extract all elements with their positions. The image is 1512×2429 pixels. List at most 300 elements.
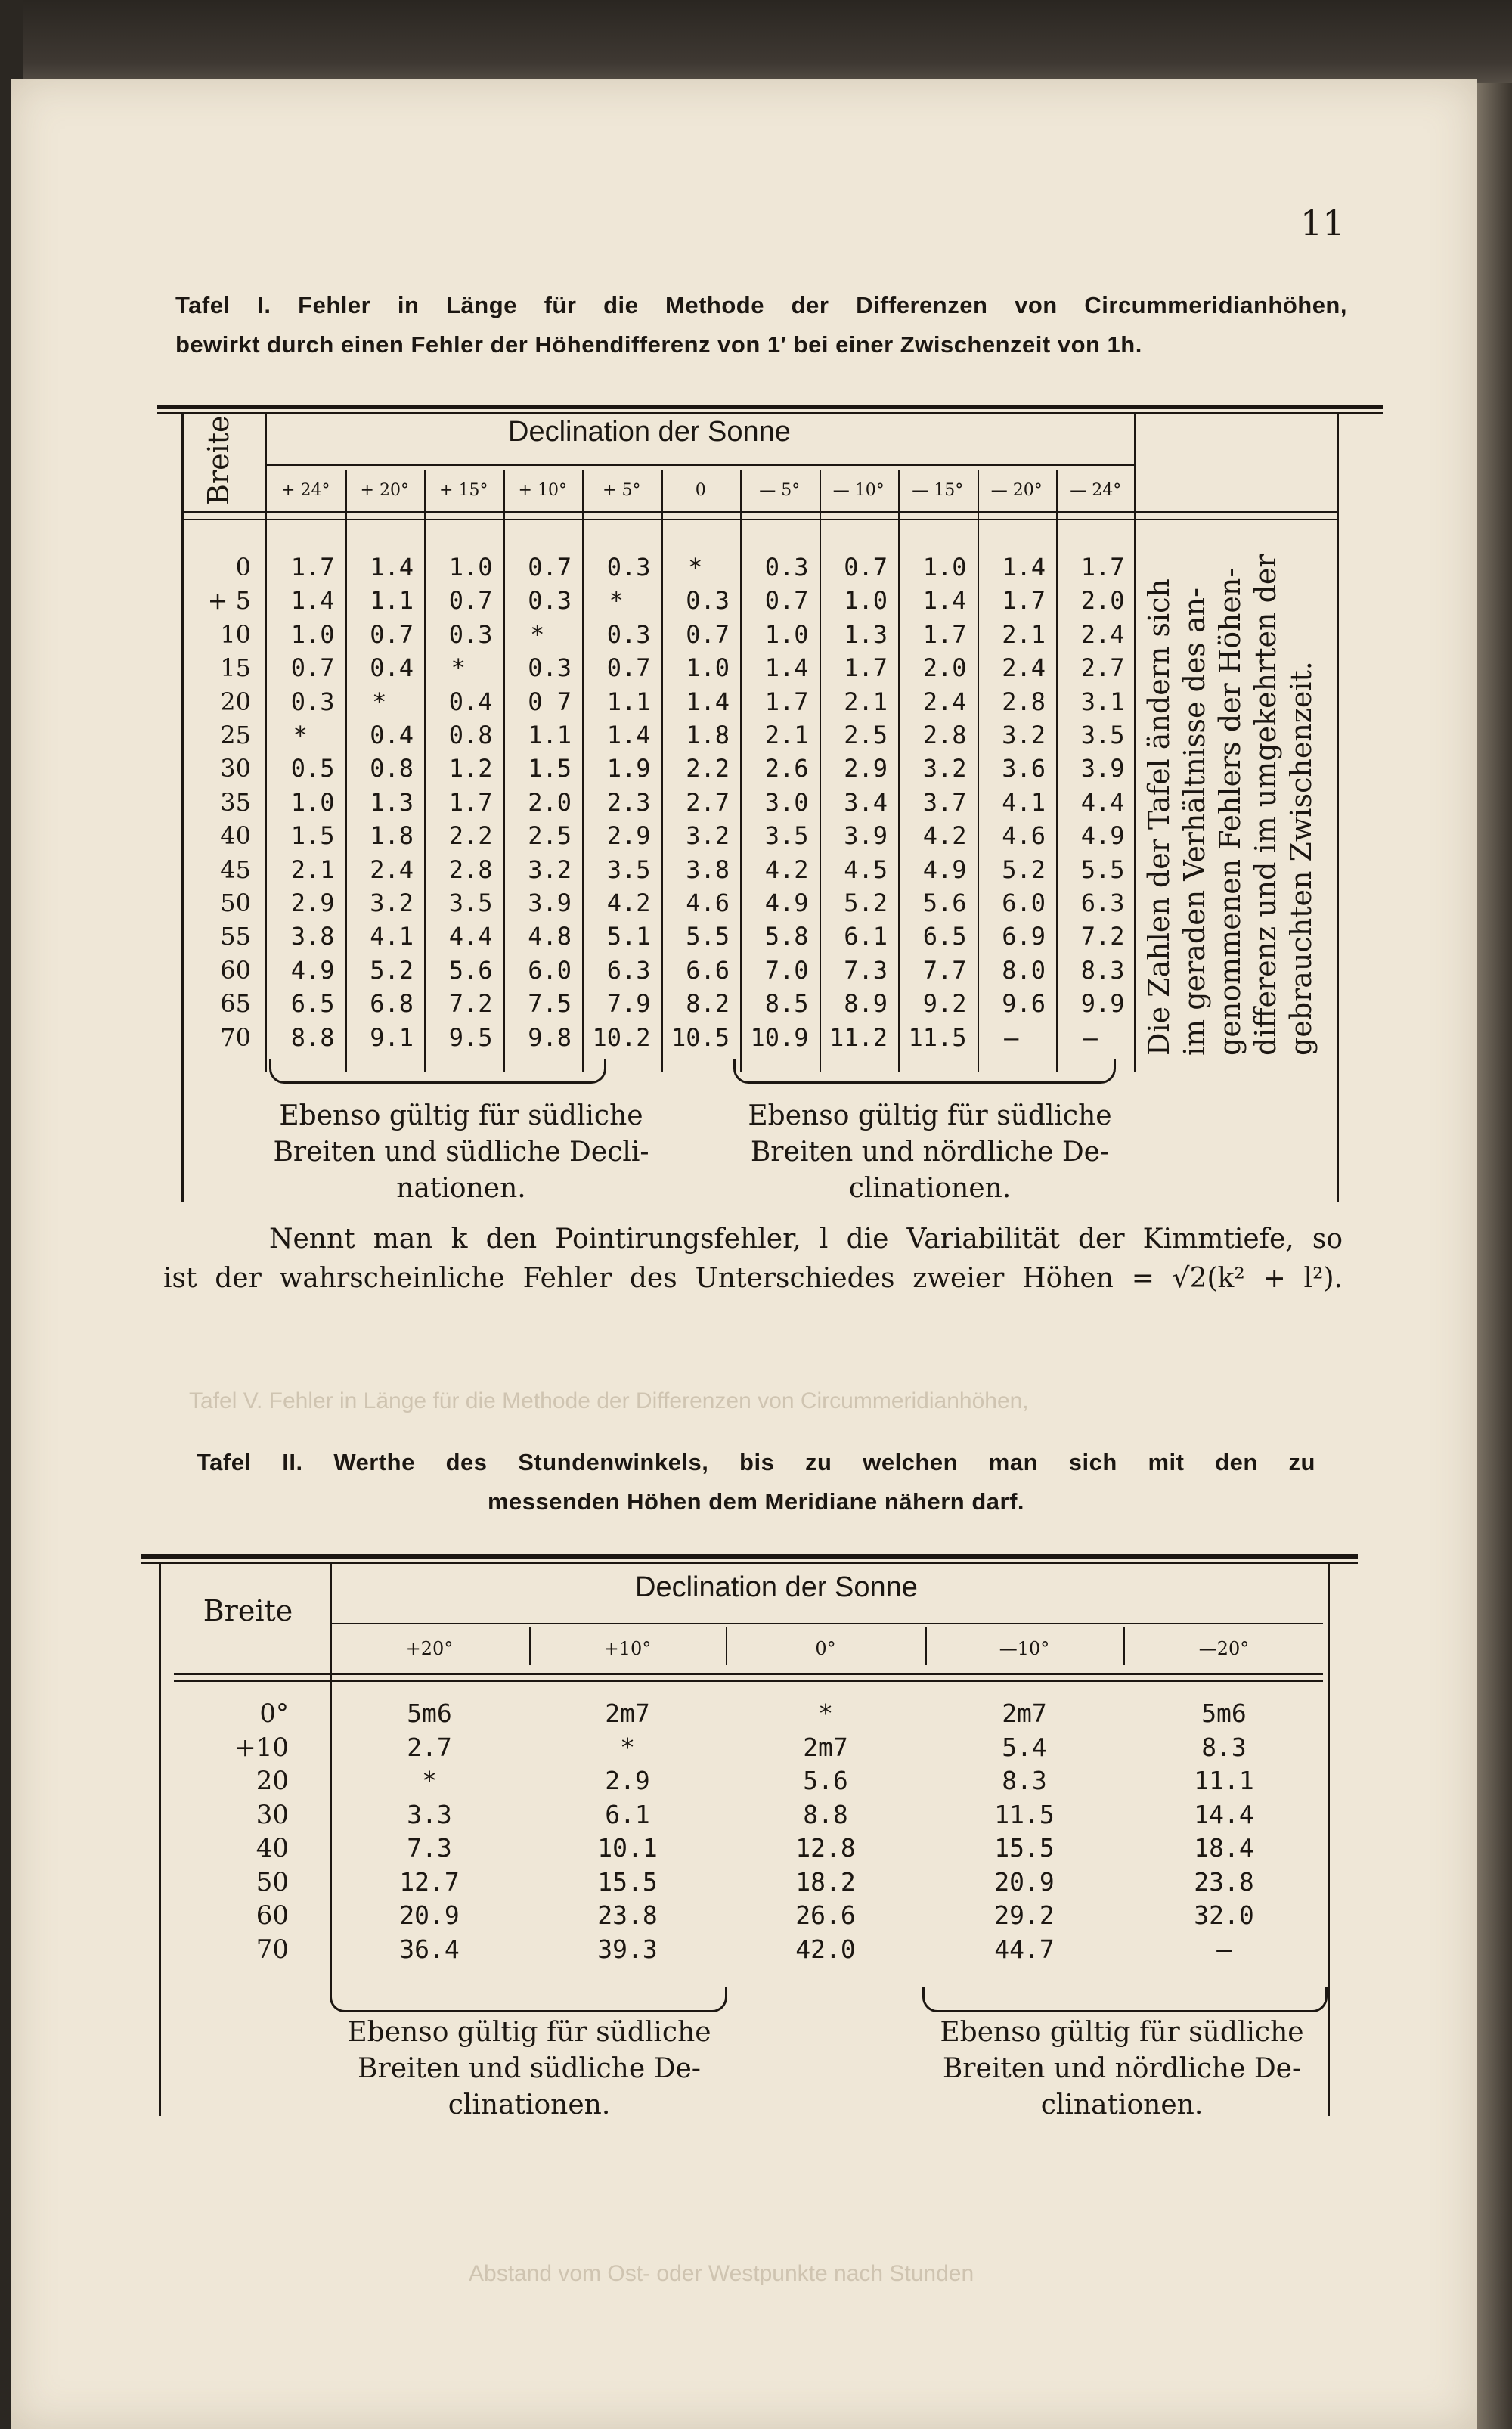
table1-cell: 0.8 <box>370 754 414 783</box>
table1-cell: 1.7 <box>448 787 493 817</box>
table2-cell: 44.7 <box>994 1934 1055 1964</box>
table1-col-header: + 15° <box>439 481 488 500</box>
table1-latitude: + 5 <box>207 586 251 616</box>
table1-cell: 0.7 <box>290 653 335 683</box>
table2-cell: 36.4 <box>399 1934 460 1964</box>
table2-cell: 5.4 <box>1002 1732 1047 1762</box>
table2-latitude: 20 <box>256 1766 289 1796</box>
table1-latitude: 70 <box>220 1022 251 1052</box>
table2-cell: 18.4 <box>1194 1833 1254 1863</box>
table2-header-rule-2 <box>174 1680 1323 1682</box>
table2-cell: * <box>818 1698 833 1728</box>
table1-cell: 3.9 <box>1080 754 1125 783</box>
table1-cell: 2.7 <box>1080 653 1125 683</box>
table1-cell: 2.1 <box>1002 619 1046 649</box>
table2-latitude: +10 <box>234 1732 289 1763</box>
table1-cell: 3.5 <box>448 889 493 917</box>
table1-cell: 2.9 <box>290 889 335 917</box>
table1-cell: 3.9 <box>844 821 888 851</box>
table1-cell: 1.7 <box>1002 586 1046 616</box>
table1-brace-right <box>733 1059 1116 1084</box>
table2-header-rule <box>174 1673 1323 1675</box>
table1-cell: 0.5 <box>290 754 335 783</box>
table2-cell: 6.1 <box>605 1799 650 1829</box>
table2-cell: 7.3 <box>407 1833 452 1863</box>
table2-cell: 42.0 <box>795 1934 856 1964</box>
table1-cell: 3.5 <box>606 855 651 884</box>
table2-cell: 8.3 <box>1201 1732 1247 1762</box>
table1-cell: 1.0 <box>844 586 888 616</box>
table2-left-border <box>159 1564 161 2116</box>
table2-col-header: +10° <box>603 1638 652 1659</box>
table1-cell: 8.5 <box>764 989 809 1019</box>
table1-caption-line1: Tafel I. Fehler in Länge für die Methode der Differenzen von Circummeridianhöhen, <box>175 292 1347 318</box>
table2-cell: 2.7 <box>407 1732 452 1762</box>
table1-col-header: — 10° <box>832 481 885 500</box>
table2-brace-left <box>330 1987 727 2012</box>
side-note-line-3: genommenen Fehlers der Höhen- <box>1213 567 1247 1056</box>
table2-breite-header: Breite <box>203 1594 293 1627</box>
table1-cell: 2.9 <box>844 754 888 783</box>
table2-cell: 2m7 <box>605 1698 650 1728</box>
table2-cell: 15.5 <box>597 1866 658 1897</box>
table1-cell: 1.9 <box>606 754 651 783</box>
table1-cell: 3.2 <box>686 821 730 851</box>
table1-cell: 6.5 <box>290 989 335 1019</box>
table1-cell: 0.3 <box>528 653 572 683</box>
table1-cell: 2.2 <box>448 821 493 851</box>
table1-latitude: 15 <box>220 653 251 683</box>
table1-col-header: — 5° <box>759 481 801 500</box>
table1-cell: 5.5 <box>686 922 730 951</box>
table2-top-rule-thin <box>141 1562 1358 1564</box>
table1-cell: 3.6 <box>1002 754 1046 783</box>
table1-cell: 4.6 <box>686 889 730 917</box>
table1-cell: 1.7 <box>922 619 967 649</box>
table1-cell: 1.0 <box>922 553 967 582</box>
book-edge-top <box>0 0 1512 89</box>
table1-cell: 1.8 <box>370 821 414 851</box>
table1-cell: 7.9 <box>606 989 651 1019</box>
table2-cell: 2.9 <box>605 1766 650 1795</box>
table1-header-rule-2 <box>181 519 1338 520</box>
table1-latitude: 60 <box>220 955 251 985</box>
table1-cell: 7.5 <box>528 989 572 1019</box>
table2-caption-line2: messenden Höhen dem Meridiane nähern darf. <box>487 1488 1025 1515</box>
table1-latitude: 0 <box>235 553 251 582</box>
table1-latitude: 45 <box>220 855 251 884</box>
note-line: clinationen. <box>448 2089 611 2120</box>
table1-cell: 4.2 <box>606 889 651 917</box>
table1-note-right <box>718 1098 1142 1207</box>
table1-latitude: 35 <box>220 787 251 817</box>
table1-cell: 5.8 <box>764 922 809 951</box>
table1-cell: 7.2 <box>1080 922 1125 951</box>
table2-brace-right <box>922 1987 1328 2012</box>
table1-cell: 1.1 <box>370 586 414 616</box>
table1-cell: 3.2 <box>1002 721 1046 749</box>
table1-cell: 0.3 <box>686 586 730 616</box>
table1-cell: 2.9 <box>606 821 651 851</box>
table1-cell: 9.2 <box>922 989 967 1019</box>
table1-cell: 6.3 <box>1080 889 1125 917</box>
note-line: Breiten und nördliche De- <box>750 1137 1110 1168</box>
table1-cell: 8.2 <box>686 989 730 1019</box>
table1-cell: 3.0 <box>764 787 809 817</box>
page-number: 11 <box>1300 203 1345 244</box>
table1-cell: 1.4 <box>1002 553 1046 582</box>
bleed-through-text: Tafel V. Fehler in Länge für die Methode der Differenzen von Circummeridianhöhen, <box>189 1388 1029 1413</box>
note-line: Ebenso gültig für südliche <box>279 1100 643 1131</box>
table1-header-rule <box>181 511 1338 513</box>
table2-col-divider <box>726 1627 727 1665</box>
table1-cell: 6.9 <box>1002 922 1046 951</box>
table2-col-divider <box>529 1627 531 1665</box>
table1-cell: 3.8 <box>686 855 730 884</box>
table2-col-divider <box>925 1627 927 1665</box>
table2-cell: 18.2 <box>795 1866 856 1897</box>
table2-cell: 15.5 <box>994 1833 1055 1863</box>
table1-cell: 0 7 <box>528 687 572 716</box>
table1-latitude: 25 <box>220 721 251 749</box>
table1-cell: 1.8 <box>686 721 730 749</box>
table1-cell: 2.0 <box>528 787 572 817</box>
table1-cell: 1.1 <box>606 687 651 716</box>
table1-cell: * <box>451 653 466 683</box>
bleed-through-text-bottom: Abstand vom Ost- oder Westpunkte nach Stunden <box>469 2261 974 2286</box>
table1-cell: 3.2 <box>528 855 572 884</box>
table2-col-header: 0° <box>815 1638 836 1659</box>
side-note-line-5: gebrauchten Zwischenzeit. <box>1284 661 1318 1056</box>
table1-cell: 2.1 <box>764 721 809 749</box>
table2-col-header: —10° <box>999 1638 1050 1659</box>
table1-cell: 0.3 <box>606 553 651 582</box>
table2-col-header: +20° <box>405 1638 454 1659</box>
table1-cell: 7.2 <box>448 989 493 1019</box>
table1-cell: 10.5 <box>671 1022 730 1052</box>
table1-cell: 10.2 <box>592 1022 651 1052</box>
table1-cell: 1.4 <box>290 586 335 616</box>
table1-caption-line2: bewirkt durch einen Fehler der Höhendifferenz von 1′ bei einer Zwischenzeit von 1h. <box>175 331 1142 358</box>
table1-latitude: 50 <box>220 889 251 917</box>
note-line: Breiten und nördliche De- <box>942 2053 1302 2084</box>
table2-cell: * <box>620 1732 635 1762</box>
table2-cell: 11.1 <box>1194 1766 1254 1795</box>
table1-cell: 5.6 <box>448 955 493 985</box>
table1-cell: * <box>293 721 308 749</box>
side-note-line-1: Die Zahlen der Tafel ändern sich <box>1142 579 1176 1056</box>
table1-latitude: 55 <box>220 922 251 951</box>
table1-cell: 2.6 <box>764 754 809 783</box>
table2-cell: * <box>422 1766 437 1795</box>
table1-cell: 9.1 <box>370 1022 414 1052</box>
table1-cell: 0.4 <box>448 687 493 716</box>
table2-cell: 39.3 <box>597 1934 658 1964</box>
table1-cell: 1.0 <box>290 787 335 817</box>
table2-cell: — <box>1216 1934 1232 1964</box>
table1-cell: 4.9 <box>922 855 967 884</box>
table1-cell: 2.8 <box>1002 687 1046 716</box>
table1-cell: 1.4 <box>370 553 414 582</box>
table2-cell: 10.1 <box>597 1833 658 1863</box>
book-edge-right <box>1477 83 1512 2429</box>
table1-cell: 9.8 <box>528 1022 572 1052</box>
table1-cell: 0.7 <box>448 586 493 616</box>
table1-cell: 1.7 <box>290 553 335 582</box>
table2-cell: 32.0 <box>1194 1900 1254 1930</box>
table1-col-header: + 5° <box>603 481 641 500</box>
table1-cell: 5.2 <box>844 889 888 917</box>
table1-cell: 9.5 <box>448 1022 493 1052</box>
table2-cell: 8.3 <box>1002 1766 1047 1795</box>
table2-col-header: —20° <box>1198 1638 1250 1659</box>
note-line: clinationen. <box>1040 2089 1204 2120</box>
table2-top-rule <box>141 1554 1358 1559</box>
table1-cell: 3.8 <box>290 922 335 951</box>
table1-cell: 7.0 <box>764 955 809 985</box>
table1-cell: 7.7 <box>922 955 967 985</box>
side-note-line-2: im geraden Verhältnisse des an- <box>1178 588 1211 1056</box>
table1-cell: 2.3 <box>606 787 651 817</box>
table1-note-divider <box>1134 414 1136 1072</box>
table1-cell: 2.4 <box>1080 619 1125 649</box>
table1-brace-left <box>269 1059 606 1084</box>
table1-cell: 6.1 <box>844 922 888 951</box>
table1-paragraph-line2: ist der wahrscheinliche Fehler des Unterschiedes zweier Höhen = √2(k² + l²). <box>163 1263 1343 1294</box>
table1-cell: 0.7 <box>370 619 414 649</box>
table1-cell: 4.1 <box>370 922 414 951</box>
table1-cell: 1.3 <box>844 619 888 649</box>
table1-cell: 2.8 <box>922 721 967 749</box>
table1-cell: 2.7 <box>686 787 730 817</box>
table1-top-rule <box>157 405 1383 409</box>
table1-col-header: + 10° <box>518 481 567 500</box>
table1-cell: 0.7 <box>844 553 888 582</box>
table1-cell: 8.9 <box>844 989 888 1019</box>
table1-cell: 4.2 <box>922 821 967 851</box>
table2-cell: 29.2 <box>994 1900 1055 1930</box>
table2-caption-line1: Tafel II. Werthe des Stundenwinkels, bis zu welchen man sich mit den zu <box>197 1449 1315 1475</box>
note-line: Ebenso gültig für südliche <box>940 2017 1304 2048</box>
table2-latitude: 60 <box>256 1900 289 1931</box>
table1-cell: 1.3 <box>370 787 414 817</box>
table1-cell: 1.5 <box>290 821 335 851</box>
table2-cell: 5m6 <box>407 1698 452 1728</box>
table1-latitude: 10 <box>220 619 251 649</box>
note-line: Breiten und südliche Decli- <box>273 1137 649 1168</box>
table2-latitude: 70 <box>256 1934 289 1965</box>
table2-cell: 12.8 <box>795 1833 856 1863</box>
note-line: Ebenso gültig für südliche <box>748 1100 1112 1131</box>
table1-cell: 2.0 <box>922 653 967 683</box>
table1-latitude: 30 <box>220 754 251 783</box>
table1-right-border <box>1337 414 1339 1202</box>
table1-cell: 2.2 <box>686 754 730 783</box>
table1-cell: 9.6 <box>1002 989 1046 1019</box>
table1-cell: 3.4 <box>844 787 888 817</box>
table1-cell: 4.2 <box>764 855 809 884</box>
table1-note-left <box>249 1098 673 1207</box>
table1-latitude: 40 <box>220 821 251 851</box>
table1-cell: 6.6 <box>686 955 730 985</box>
table1-cell: 4.9 <box>1080 821 1125 851</box>
table1-cell: 9.9 <box>1080 989 1125 1019</box>
table2-cell: 5.6 <box>803 1766 848 1795</box>
table1-cell: 4.8 <box>528 922 572 951</box>
table1-col-header: — 20° <box>990 481 1043 500</box>
table1-cell: 3.5 <box>764 821 809 851</box>
table1-cell: 2.4 <box>370 855 414 884</box>
table1-cell: 1.0 <box>764 619 809 649</box>
table1-cell: 5.1 <box>606 922 651 951</box>
table1-cell: 2.1 <box>290 855 335 884</box>
table1-cell: * <box>688 553 703 582</box>
table1-cell: * <box>609 586 624 616</box>
table1-cell: 0.3 <box>606 619 651 649</box>
table2-cell: 3.3 <box>407 1799 452 1829</box>
table1-cell: 2.4 <box>922 687 967 716</box>
table1-breite-header: Breite <box>202 415 235 505</box>
table2-cell: 14.4 <box>1194 1799 1254 1829</box>
table1-cell: 6.0 <box>1002 889 1046 917</box>
table1-decl-underline <box>265 464 1134 466</box>
table1-cell: 3.1 <box>1080 687 1125 716</box>
table2-cell: 5m6 <box>1201 1698 1247 1728</box>
table2-latitude: 0° <box>259 1698 289 1729</box>
table2-cell: 11.5 <box>994 1799 1055 1829</box>
table1-cell: 3.2 <box>922 754 967 783</box>
table1-cell: 1.4 <box>606 721 651 749</box>
note-line: Breiten und südliche De- <box>358 2053 701 2084</box>
table2-latitude: 50 <box>256 1866 289 1897</box>
table2-cell: 26.6 <box>795 1900 856 1930</box>
table1-cell: — <box>1083 1022 1098 1052</box>
table2-cell: 20.9 <box>994 1866 1055 1897</box>
table1-cell: 5.6 <box>922 889 967 917</box>
table1-cell: 0.3 <box>528 586 572 616</box>
table1-col-header: + 20° <box>360 481 409 500</box>
table1-cell: 1.1 <box>528 721 572 749</box>
table1-cell: 8.3 <box>1080 955 1125 985</box>
table2-decl-underline <box>330 1623 1323 1624</box>
table1-cell: 2.0 <box>1080 586 1125 616</box>
table1-cell: 2.5 <box>844 721 888 749</box>
table1-cell: 1.0 <box>686 653 730 683</box>
table1-cell: * <box>372 687 387 716</box>
table1-cell: 5.2 <box>370 955 414 985</box>
table1-top-rule-thin <box>157 412 1383 414</box>
table2-cell: 2m7 <box>803 1732 848 1762</box>
table1-cell: 2.1 <box>844 687 888 716</box>
table1-cell: 8.8 <box>290 1022 335 1052</box>
table1-cell: 4.9 <box>290 955 335 985</box>
table1-cell: 11.2 <box>829 1022 888 1052</box>
table1-cell: 4.5 <box>844 855 888 884</box>
table2-cell: 23.8 <box>597 1900 658 1930</box>
table1-col-header: — 24° <box>1070 481 1122 500</box>
table1-cell: 6.0 <box>528 955 572 985</box>
table1-cell: 1.2 <box>448 754 493 783</box>
table1-cell: 0.7 <box>606 653 651 683</box>
table1-cell: 4.4 <box>448 922 493 951</box>
table1-cell: 0.4 <box>370 721 414 749</box>
table1-cell: 0.4 <box>370 653 414 683</box>
table1-cell: 0.3 <box>290 687 335 716</box>
note-line: clinationen. <box>848 1173 1012 1204</box>
table1-cell: 2.4 <box>1002 653 1046 683</box>
table1-cell: 8.0 <box>1002 955 1046 985</box>
table1-cell: 1.7 <box>764 687 809 716</box>
table1-cell: 1.4 <box>922 586 967 616</box>
table1-cell: 1.7 <box>844 653 888 683</box>
table1-cell: 5.5 <box>1080 855 1125 884</box>
table1-cell: 3.9 <box>528 889 572 917</box>
side-note-line-4: differenz und im umgekehrten der <box>1249 554 1282 1056</box>
table1-cell: 1.4 <box>764 653 809 683</box>
table1-cell: 2.8 <box>448 855 493 884</box>
table1-cell: 1.4 <box>686 687 730 716</box>
table1-cell: 5.2 <box>1002 855 1046 884</box>
table1-col-header: — 15° <box>912 481 964 500</box>
table2-note-left <box>310 2015 748 2123</box>
table1-cell: 4.4 <box>1080 787 1125 817</box>
table1-cell: 3.5 <box>1080 721 1125 749</box>
table2-note-right <box>903 2015 1341 2123</box>
note-line: Ebenso gültig für südliche <box>347 2017 711 2048</box>
table2-decl-header: Declination der Sonne <box>635 1571 918 1603</box>
table1-cell: 0.8 <box>448 721 493 749</box>
note-line: nationen. <box>396 1173 526 1204</box>
table1-cell: 1.0 <box>448 553 493 582</box>
table1-latitude: 20 <box>220 687 251 716</box>
table1-cell: 10.9 <box>750 1022 809 1052</box>
table1-cell: 11.5 <box>908 1022 967 1052</box>
table1-col-header: + 24° <box>281 481 330 500</box>
table1-cell: 1.7 <box>1080 553 1125 582</box>
table1-paragraph-line1: Nennt man k den Pointirungsfehler, l die Variabilität der Kimmtiefe, so <box>269 1224 1343 1255</box>
table1-cell: 0.7 <box>686 619 730 649</box>
table2-latitude: 40 <box>256 1833 289 1863</box>
table1-cell: 0.3 <box>764 553 809 582</box>
table2-col-divider <box>1123 1627 1125 1665</box>
table1-cell: 4.6 <box>1002 821 1046 851</box>
table1-cell: * <box>530 619 545 649</box>
table1-decl-header: Declination der Sonne <box>508 416 791 448</box>
table2-cell: 12.7 <box>399 1866 460 1897</box>
table1-cell: 7.3 <box>844 955 888 985</box>
table1-cell: 1.5 <box>528 754 572 783</box>
table1-cell: 0.7 <box>528 553 572 582</box>
table1-side-note <box>1142 541 1319 1056</box>
table2-cell: 2m7 <box>1002 1698 1047 1728</box>
table1-cell: 0.7 <box>764 586 809 616</box>
table1-cell: 3.7 <box>922 787 967 817</box>
table1-cell: 4.9 <box>764 889 809 917</box>
table2-latitude: 30 <box>256 1799 289 1830</box>
table1-cell: 2.5 <box>528 821 572 851</box>
table1-cell: 3.2 <box>370 889 414 917</box>
table1-cell: 6.5 <box>922 922 967 951</box>
table1-col-header: 0 <box>695 481 706 500</box>
table1-cell: — <box>1004 1022 1019 1052</box>
table1-cell: 4.1 <box>1002 787 1046 817</box>
table1-cell: 0.3 <box>448 619 493 649</box>
table1-cell: 1.0 <box>290 619 335 649</box>
table2-cell: 8.8 <box>803 1799 848 1829</box>
table1-cell: 6.8 <box>370 989 414 1019</box>
table2-cell: 23.8 <box>1194 1866 1254 1897</box>
table2-cell: 20.9 <box>399 1900 460 1930</box>
